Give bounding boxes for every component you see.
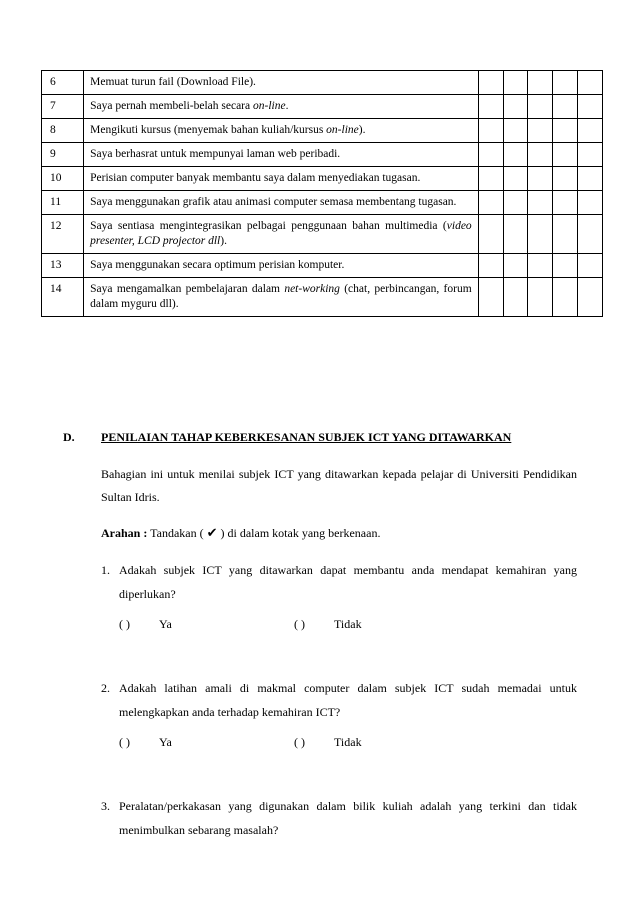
- survey-table: [41, 70, 603, 317]
- rating-box[interactable]: [528, 95, 553, 119]
- statement-italic: video presenter, LCD projector dll: [90, 220, 472, 247]
- row-statement: [84, 71, 479, 95]
- rating-box[interactable]: [528, 191, 553, 215]
- row-statement: [84, 95, 479, 119]
- rating-box[interactable]: [478, 71, 503, 95]
- rating-box[interactable]: [578, 215, 603, 254]
- row-number: 7: [42, 95, 84, 119]
- option-label: Ya: [159, 617, 172, 631]
- question-text: Adakah latihan amali di makmal computer dalam subjek ICT sudah memadai untuk melengkapkan anda terhadap kemahiran ICT?: [119, 681, 577, 719]
- rating-box[interactable]: [478, 167, 503, 191]
- statement-text: Perisian computer banyak membantu saya dalam menyediakan tugasan.: [90, 172, 421, 184]
- rating-box[interactable]: [578, 71, 603, 95]
- rating-box[interactable]: [578, 95, 603, 119]
- instructions: [101, 523, 577, 544]
- statement-text: Mengikuti kursus (menyemak bahan kuliah/kursus: [90, 124, 327, 136]
- section-title: PENILAIAN TAHAP KEBERKESANAN SUBJEK ICT YANG DITAWARKAN: [101, 430, 512, 444]
- instructions-label: Arahan :: [101, 526, 148, 540]
- option-no[interactable]: [294, 732, 469, 752]
- rating-box[interactable]: [528, 278, 553, 317]
- rating-box[interactable]: [478, 95, 503, 119]
- statement-tail: (chat, perbincangan, forum dalam myguru dll).: [90, 283, 472, 310]
- section-d: [63, 430, 583, 842]
- option-no[interactable]: [294, 614, 469, 634]
- rating-box[interactable]: [528, 119, 553, 143]
- rating-box[interactable]: [528, 254, 553, 278]
- answer-box[interactable]: ( ): [119, 735, 130, 749]
- row-number: 9: [42, 143, 84, 167]
- answer-box[interactable]: ( ): [119, 617, 130, 631]
- rating-box[interactable]: [478, 143, 503, 167]
- rating-box[interactable]: [503, 143, 528, 167]
- statement-text: Saya pernah membeli-belah secara: [90, 100, 253, 112]
- row-number: 6: [42, 71, 84, 95]
- rating-box[interactable]: [553, 71, 578, 95]
- statement-text: Saya menggunakan secara optimum perisian komputer.: [90, 259, 345, 271]
- table-row: [42, 191, 603, 215]
- rating-box[interactable]: [553, 143, 578, 167]
- row-number: 13: [42, 254, 84, 278]
- rating-box[interactable]: [553, 191, 578, 215]
- rating-box[interactable]: [578, 191, 603, 215]
- rating-box[interactable]: [553, 119, 578, 143]
- option-label: Tidak: [334, 617, 362, 631]
- rating-box[interactable]: [578, 143, 603, 167]
- instructions-pre: Tandakan (: [150, 526, 204, 540]
- section-heading: [63, 430, 583, 445]
- row-statement: [84, 119, 479, 143]
- answer-box[interactable]: ( ): [294, 617, 305, 631]
- row-statement: [84, 215, 479, 254]
- row-number: 12: [42, 215, 84, 254]
- rating-box[interactable]: [503, 215, 528, 254]
- rating-box[interactable]: [553, 254, 578, 278]
- section-letter: D.: [63, 430, 75, 444]
- row-statement: [84, 278, 479, 317]
- rating-box[interactable]: [528, 167, 553, 191]
- rating-box[interactable]: [528, 215, 553, 254]
- question-text: Peralatan/perkakasan yang digunakan dalam bilik kuliah adalah yang terkini dan tidak menimbulkan sebarang masalah?: [119, 799, 577, 837]
- rating-box[interactable]: [553, 95, 578, 119]
- table-row: [42, 254, 603, 278]
- row-statement: [84, 143, 479, 167]
- row-statement: [84, 254, 479, 278]
- rating-box[interactable]: [503, 119, 528, 143]
- question-number: 2.: [101, 681, 110, 695]
- rating-box[interactable]: [478, 254, 503, 278]
- rating-box[interactable]: [478, 191, 503, 215]
- rating-box[interactable]: [478, 215, 503, 254]
- question-1: [101, 558, 577, 634]
- option-yes[interactable]: [119, 614, 294, 634]
- table-row: [42, 95, 603, 119]
- table-row: [42, 71, 603, 95]
- statement-italic: on-line: [326, 124, 359, 136]
- statement-text: Saya menggunakan grafik atau animasi computer semasa membentang tugasan.: [90, 196, 457, 208]
- option-label: Tidak: [334, 735, 362, 749]
- question-2: [101, 676, 577, 752]
- answer-box[interactable]: ( ): [294, 735, 305, 749]
- section-intro: Bahagian ini untuk menilai subjek ICT yang ditawarkan kepada pelajar di Universiti Pendidikan Sultan Idris.: [101, 467, 577, 504]
- instructions-post: ) di dalam kotak yang berkenaan.: [220, 526, 381, 540]
- table-row: [42, 119, 603, 143]
- checkmark-icon: ✔: [206, 526, 218, 541]
- rating-box[interactable]: [578, 167, 603, 191]
- row-number: 10: [42, 167, 84, 191]
- row-statement: [84, 191, 479, 215]
- rating-box[interactable]: [578, 278, 603, 317]
- statement-text: Saya berhasrat untuk mempunyai laman web peribadi.: [90, 148, 341, 160]
- statement-italic: net-working: [284, 283, 340, 295]
- question-text: Adakah subjek ICT yang ditawarkan dapat membantu anda mendapat kemahiran yang diperlukan?: [119, 563, 577, 601]
- question-3: [101, 794, 577, 842]
- rating-box[interactable]: [503, 167, 528, 191]
- question-number: 3.: [101, 799, 110, 813]
- rating-box[interactable]: [578, 119, 603, 143]
- table-row: [42, 167, 603, 191]
- rating-box[interactable]: [503, 71, 528, 95]
- statement-text: Memuat turun fail (Download File).: [90, 76, 256, 88]
- rating-box[interactable]: [503, 95, 528, 119]
- statement-italic: on-line: [252, 100, 286, 112]
- rating-box[interactable]: [528, 143, 553, 167]
- rating-box[interactable]: [553, 278, 578, 317]
- row-number: 8: [42, 119, 84, 143]
- rating-box[interactable]: [553, 167, 578, 191]
- option-label: Ya: [159, 735, 172, 749]
- statement-tail: ).: [358, 124, 366, 136]
- option-yes[interactable]: [119, 732, 294, 752]
- row-number: 11: [42, 191, 84, 215]
- rating-box[interactable]: [478, 119, 503, 143]
- row-statement: [84, 167, 479, 191]
- table-row: [42, 143, 603, 167]
- question-number: 1.: [101, 563, 110, 577]
- statement-text: Saya sentiasa mengintegrasikan pelbagai penggunaan bahan multimedia (: [90, 220, 447, 232]
- statement-tail: .: [285, 100, 289, 112]
- row-number: 14: [42, 278, 84, 317]
- rating-box[interactable]: [528, 71, 553, 95]
- rating-box[interactable]: [503, 191, 528, 215]
- statement-tail: ).: [220, 235, 227, 247]
- rating-box[interactable]: [478, 278, 503, 317]
- rating-box[interactable]: [503, 278, 528, 317]
- table-row: [42, 215, 603, 254]
- rating-box[interactable]: [503, 254, 528, 278]
- rating-box[interactable]: [578, 254, 603, 278]
- table-row: [42, 278, 603, 317]
- rating-box[interactable]: [553, 215, 578, 254]
- statement-text: Saya mengamalkan pembelajaran dalam: [90, 283, 285, 295]
